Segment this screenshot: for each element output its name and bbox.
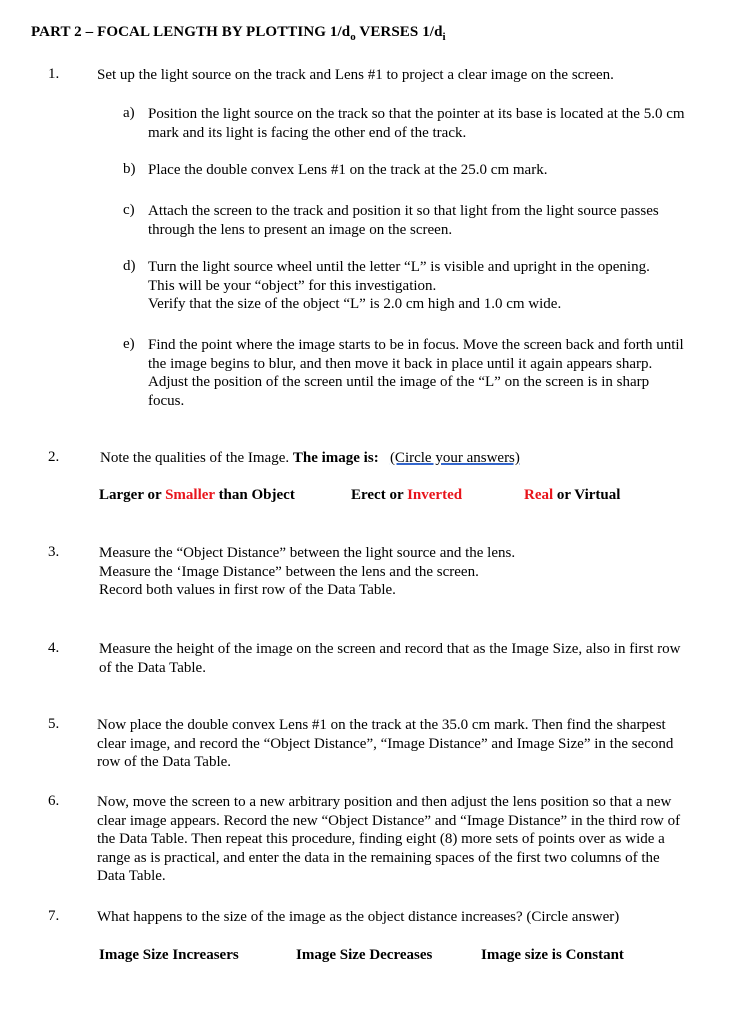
step-4-number: 4. [48,640,60,656]
step-1d-text: Turn the light source wheel until the letter “L” is visible and upright in the opening. This will be your “object” for this investigation. Verify that the size of the object “L” is 2.0 cm high and 1.0 cm wide. [148,259,650,312]
step-4-text: Measure the height of the image on the screen and record that as the Image Size, also in first row of the Data Table. [99,641,681,676]
page-title: PART 2 – FOCAL LENGTH BY PLOTTING $1/d_o$ VERSES $1/d_i$ [31,24,446,43]
step-2-number: 2. [48,449,60,465]
step-1a-text: Position the light source on the track so that the pointer at its base is located at the 5.0 cm mark and its light is facing the other end of the track. [148,106,685,141]
step-5-number: 5. [48,716,60,732]
answer-decreases: Image Size Decreases [296,947,433,963]
step-1c-text: Attach the screen to the track and position it so that light from the light source passes through the lens to present an image on the screen. [148,203,659,238]
step-1e-label: e) [123,336,135,352]
step-1c-label: c) [123,202,135,218]
step-7-number: 7. [48,908,60,924]
step-1a-label: a) [123,105,135,121]
step-6-text: Now, move the screen to a new arbitrary position and then adjust the lens position so that a new clear image appears. Record the new “Object Distance” and “Image Distance” in the third row of the Data Table. Then repeat this procedure, finding eight (8) more sets of points over as wide a range as is practical, and enter the data in the remaining spaces of the first two columns of the Data Table. [97,794,681,884]
answer-orientation: Erect or Inverted [351,487,463,503]
circle-answers-hint: (Circle your answers) [389,450,520,466]
step-1b-label: b) [123,161,136,177]
step-6-number: 6. [48,793,60,809]
step-1-number: 1. [48,66,60,82]
step-1e-text: Find the point where the image starts to be in focus. Move the screen back and forth until the image begins to blur, and then move it back in place until it again appears sharp. Adjust the position of the screen until the image of the “L” on the screen is in sharp focus. [148,337,684,409]
step-3-text: Measure the “Object Distance” between the light source and the lens. Measure the ‘Image Distance” between the lens and the screen. Record both values in first row of the Data Table. [99,545,516,598]
step-7-text: What happens to the size of the image as the object distance increases? (Circle answer) [97,909,620,925]
step-3-number: 3. [48,544,60,560]
step-1b-text: Place the double convex Lens #1 on the track at the 25.0 cm mark. [148,162,548,178]
answer-size: Larger or Smaller than Object [99,487,295,503]
answer-increases: Image Size Increasers [99,947,239,963]
answer-constant: Image size is Constant [481,947,624,963]
step-1d-label: d) [123,258,136,274]
step-5-text: Now place the double convex Lens #1 on the track at the 35.0 cm mark. Then find the sharpest clear image, and record the “Object Distance”, “Image Distance” and Image Size” in the second row of the Data Table. [97,717,674,770]
step-2-text: Note the qualities of the Image. The image is: (Circle your answers) [100,450,520,466]
step-1-text: Set up the light source on the track and Lens #1 to project a clear image on the screen. [97,67,614,83]
answer-type: Real or Virtual [524,487,621,503]
